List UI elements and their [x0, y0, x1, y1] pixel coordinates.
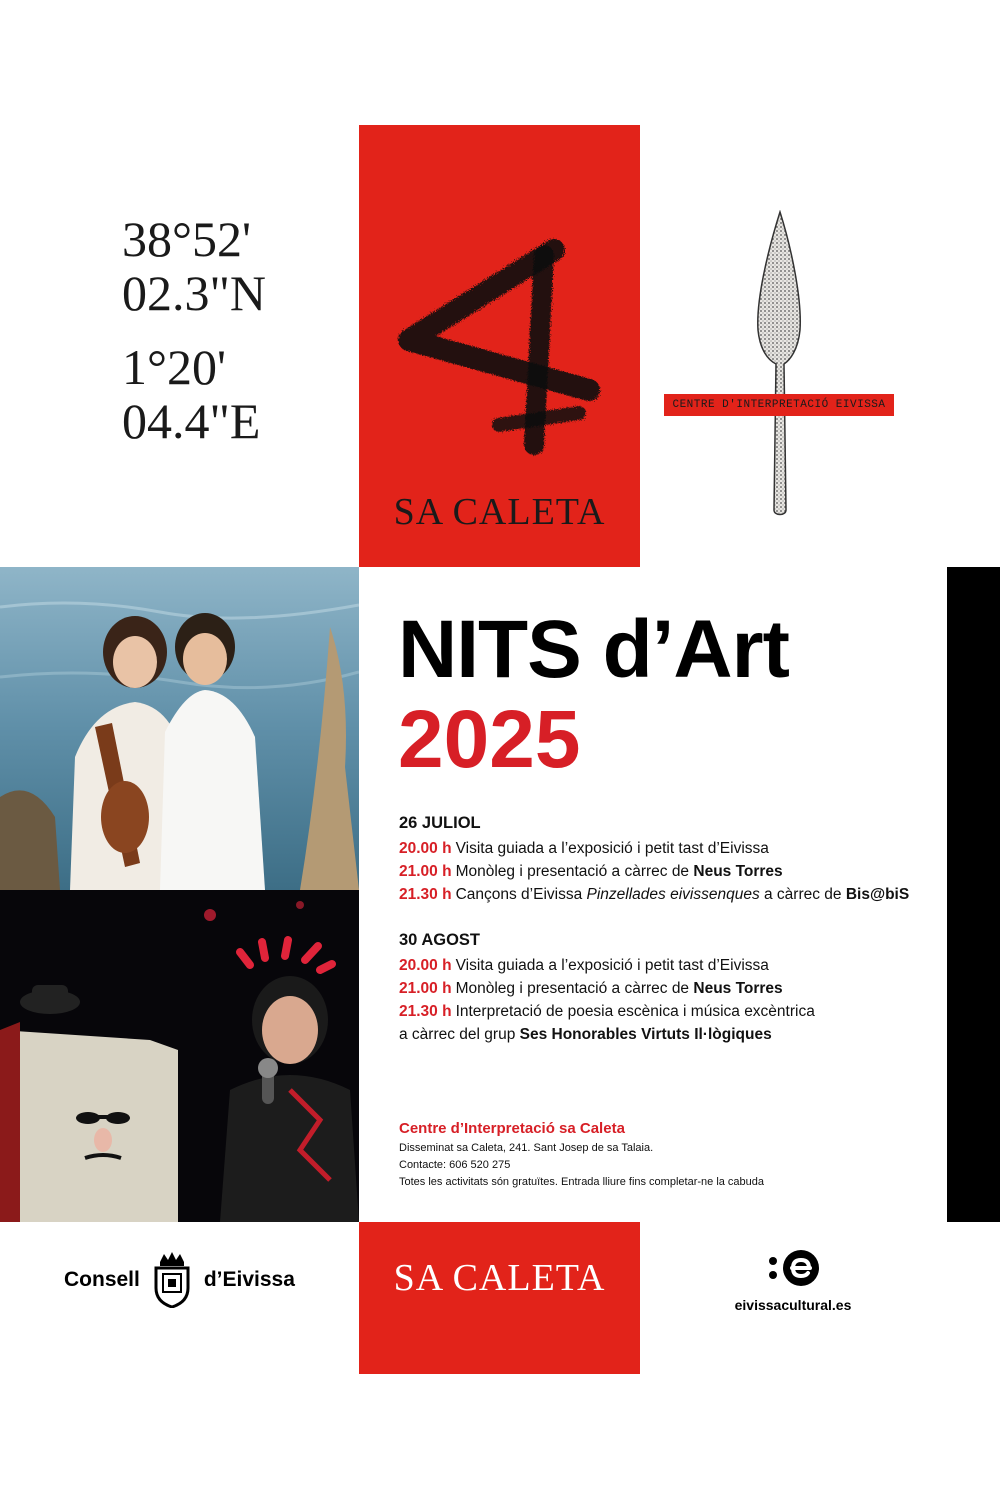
schedule-day-2 [399, 929, 815, 1046]
schedule-text: Monòleg i presentació a càrrec de [455, 980, 694, 997]
venue-info [399, 1118, 764, 1191]
schedule-text: Visita guiada a l’exposició i petit tast d’Eivissa [455, 957, 769, 974]
venue-address: Disseminat sa Caleta, 241. Sant Josep de sa Talaia. [399, 1142, 654, 1154]
schedule-item [399, 954, 815, 977]
venue-note: Totes les activitats són gratuïtes. Entrada lliure fins completar-ne la cabuda [399, 1176, 765, 1188]
schedule-time: 20.00 h [399, 840, 452, 857]
schedule-day-1 [399, 812, 909, 906]
eivissacultural-logo [732, 1248, 854, 1313]
schedule-continuation [399, 1023, 815, 1046]
consell-label: Consell [64, 1268, 140, 1291]
schedule-text: Interpretació de poesia escènica i música excèntrica [455, 1003, 815, 1020]
performer-name: Bis@biS [845, 886, 910, 903]
arrowhead-artifact-icon [740, 210, 820, 520]
website-label: eivissacultural.es [734, 1297, 852, 1313]
musicians-photo [0, 567, 359, 890]
number-four-logo [379, 215, 619, 475]
schedule-time: 21.00 h [399, 980, 452, 997]
decorative-black-bar [947, 567, 1000, 1222]
longitude-seconds: 04.4"E [122, 393, 261, 449]
performer-name: Ses Honorables Virtuts Il·lògiques [519, 1026, 772, 1043]
schedule-item [399, 837, 909, 860]
footer-place-name: SA CALETA [393, 1257, 606, 1299]
schedule-time: 21.30 h [399, 1003, 452, 1020]
schedule-item [399, 883, 909, 906]
latitude-degrees: 38°52' [122, 211, 252, 267]
consell-eivissa-logo [64, 1250, 295, 1310]
event-year: 2025 [398, 694, 581, 785]
eivissacultural-icon [763, 1248, 823, 1288]
schedule-date: 30 AGOST [399, 931, 480, 949]
schedule-time: 21.30 h [399, 886, 452, 903]
venue-name: Centre d’Interpretació sa Caleta [399, 1120, 625, 1137]
schedule-item [399, 977, 815, 1000]
schedule-text: a càrrec del grup [399, 1026, 520, 1043]
event-title: NITS d’Art [398, 604, 789, 695]
schedule-text: Monòleg i presentació a càrrec de [455, 863, 694, 880]
schedule-time: 20.00 h [399, 957, 452, 974]
schedule-text: a càrrec de [759, 886, 846, 903]
schedule-text: Visita guiada a l’exposició i petit tast d’Eivissa [455, 840, 769, 857]
longitude-degrees: 1°20' [122, 339, 227, 395]
schedule-time: 21.00 h [399, 863, 452, 880]
centre-label: CENTRE D'INTERPRETACIÓ EIVISSA [664, 394, 894, 416]
latitude-seconds: 02.3"N [122, 265, 267, 321]
performer-name: Neus Torres [693, 980, 783, 997]
performer-photo [0, 890, 359, 1222]
coordinates [122, 212, 266, 448]
schedule-text: Cançons d’Eivissa [455, 886, 587, 903]
venue-contact: Contacte: 606 520 275 [399, 1159, 511, 1171]
schedule-date: 26 JULIOL [399, 814, 481, 832]
header-place-name: SA CALETA [393, 491, 606, 533]
eivissa-label: d’Eivissa [203, 1268, 295, 1291]
schedule-item [399, 1000, 815, 1023]
performer-name: Neus Torres [693, 863, 783, 880]
coat-of-arms-icon [152, 1252, 192, 1308]
schedule-item [399, 860, 909, 883]
show-title: Pinzellades eivissenques [586, 886, 760, 903]
footer-red-block [359, 1222, 640, 1374]
header-red-block [359, 125, 640, 567]
